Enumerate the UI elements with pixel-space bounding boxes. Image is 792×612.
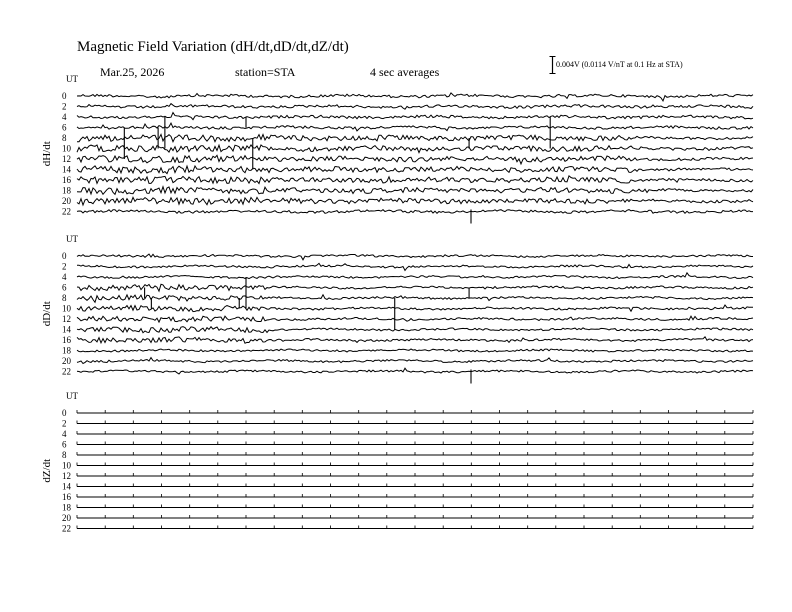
- trace-line: [77, 316, 753, 322]
- trace-line: [77, 305, 753, 312]
- trace-line: [77, 197, 753, 205]
- hour-label: 16: [62, 492, 71, 502]
- hour-label: 2: [62, 101, 67, 112]
- scale-note: 0.004V (0.0114 V/nT at 0.1 Hz at STA): [556, 60, 683, 69]
- hour-label: 16: [62, 175, 71, 185]
- ut-label: UT: [66, 391, 78, 401]
- hour-label: 6: [62, 122, 67, 133]
- chart-title: Magnetic Field Variation (dH/dt,dD/dt,dZ/dt): [77, 39, 349, 55]
- trace-line: [77, 145, 753, 153]
- hour-label: 14: [62, 324, 71, 335]
- trace-line: [77, 93, 753, 101]
- scale-bar-icon: [549, 56, 556, 74]
- date-label: Mar.25, 2026: [100, 65, 165, 79]
- hour-label: 14: [62, 164, 71, 175]
- hour-label: 8: [62, 450, 67, 460]
- trace-line: [77, 327, 753, 333]
- trace-line: [77, 166, 753, 174]
- hour-label: 20: [62, 356, 71, 366]
- trace-line: [77, 337, 753, 343]
- trace-line: [77, 176, 753, 184]
- trace-line: [77, 295, 753, 303]
- trace-line: [77, 263, 753, 270]
- trace-line: [77, 113, 753, 120]
- hour-label: 20: [62, 196, 71, 206]
- trace-line: [77, 134, 753, 141]
- trace-line: [77, 358, 753, 364]
- hour-label: 22: [62, 523, 71, 534]
- hour-label: 0: [62, 91, 67, 101]
- hour-label: 4: [62, 272, 67, 282]
- trace-line: [77, 104, 753, 110]
- panel-ylabel: dD/dt: [41, 301, 53, 327]
- hour-label: 18: [62, 185, 71, 196]
- hour-label: 10: [62, 143, 71, 154]
- hour-label: 4: [62, 429, 67, 439]
- trace-line: [77, 123, 753, 131]
- hour-label: 8: [62, 293, 67, 303]
- ut-label: UT: [66, 74, 78, 84]
- hour-label: 6: [62, 439, 67, 450]
- hour-label: 0: [62, 251, 67, 261]
- trace-line: [77, 349, 753, 352]
- hour-label: 6: [62, 282, 67, 293]
- hour-label: 12: [62, 154, 71, 164]
- trace-line: [77, 155, 753, 164]
- hour-label: 16: [62, 335, 71, 345]
- trace-line: [77, 254, 753, 260]
- hour-label: 22: [62, 366, 71, 377]
- hour-label: 20: [62, 513, 71, 523]
- averaging-label: 4 sec averages: [370, 65, 440, 79]
- hour-label: 12: [62, 314, 71, 324]
- hour-label: 4: [62, 112, 67, 122]
- ut-label: UT: [66, 234, 78, 244]
- trace-line: [77, 187, 753, 195]
- hour-label: 8: [62, 133, 67, 143]
- hour-label: 18: [62, 345, 71, 356]
- hour-label: 10: [62, 303, 71, 314]
- panel-ylabel: dZ/dt: [41, 458, 53, 483]
- hour-label: 18: [62, 502, 71, 513]
- hour-label: 14: [62, 481, 71, 492]
- panel-ylabel: dH/dt: [41, 141, 53, 167]
- trace-line: [77, 368, 753, 374]
- hour-label: 2: [62, 418, 67, 429]
- hour-label: 10: [62, 460, 71, 471]
- trace-line: [77, 210, 753, 214]
- hour-label: 2: [62, 261, 67, 272]
- trace-line: [77, 273, 753, 279]
- trace-line: [77, 284, 753, 291]
- hour-label: 12: [62, 471, 71, 481]
- hour-label: 0: [62, 408, 67, 418]
- station-label: station=STA: [235, 65, 296, 79]
- hour-label: 22: [62, 206, 71, 217]
